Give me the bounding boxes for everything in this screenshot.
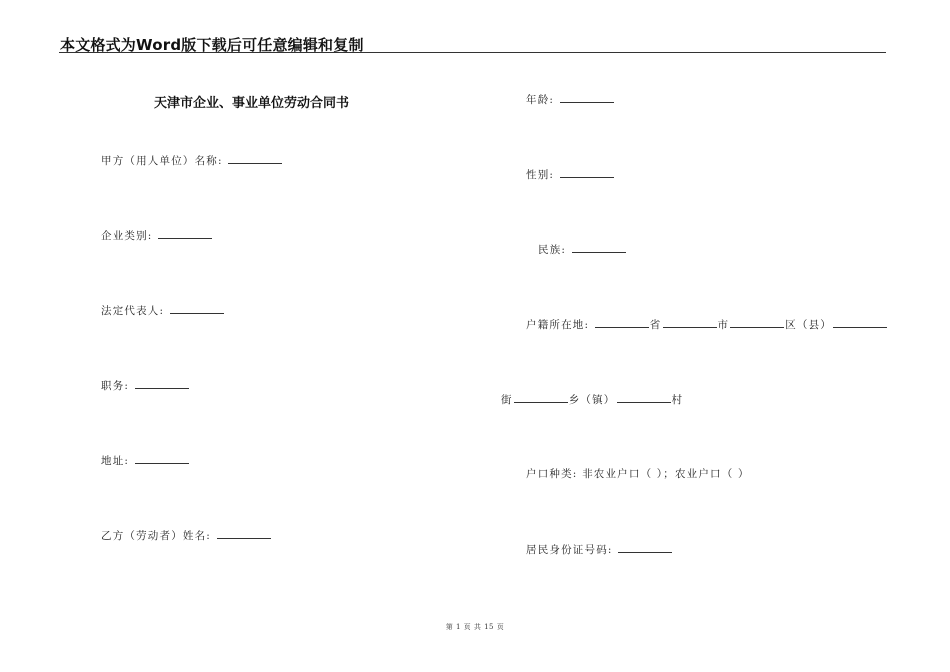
city-label: 市	[717, 319, 730, 331]
employee-name-label: 乙方（劳动者）姓名:	[101, 530, 212, 542]
enterprise-type-blank[interactable]	[158, 228, 212, 239]
age-field	[526, 92, 615, 107]
ethnicity-label: 民族:	[538, 244, 567, 256]
hukou-type-label: 户口种类: 非农业户口（ ）；农业户口（ ）	[526, 468, 750, 480]
ethnicity-blank[interactable]	[572, 242, 626, 253]
enterprise-type-field	[101, 228, 213, 243]
hukou-type-field	[526, 467, 750, 481]
address-field	[101, 453, 190, 468]
document-title: 天津市企业、事业单位劳动合同书	[154, 96, 350, 111]
township-blank[interactable]	[617, 392, 671, 403]
township-label: 乡（镇）	[568, 394, 616, 406]
district-blank[interactable]	[730, 317, 784, 328]
village-label: 村	[671, 394, 684, 406]
household-registry-field	[526, 317, 888, 332]
id-number-label: 居民身份证号码:	[526, 544, 613, 556]
page-number: 第 1 页 共 15 页	[445, 623, 505, 631]
age-blank[interactable]	[560, 92, 614, 103]
position-field	[101, 378, 190, 393]
id-number-blank[interactable]	[618, 542, 672, 553]
employer-name-field	[101, 153, 283, 168]
address-blank[interactable]	[135, 453, 189, 464]
district-label: 区（县）	[785, 319, 833, 331]
legal-representative-label: 法定代表人:	[101, 305, 165, 317]
header-divider	[59, 52, 886, 53]
age-label: 年龄:	[526, 94, 555, 106]
employer-name-label: 甲方（用人单位）名称:	[101, 155, 223, 167]
legal-representative-blank[interactable]	[170, 303, 224, 314]
employee-name-field	[101, 528, 272, 543]
id-number-field	[526, 542, 673, 557]
street-label: 街	[501, 394, 513, 406]
household-registry-label: 户籍所在地:	[526, 319, 590, 331]
gender-blank[interactable]	[560, 167, 614, 178]
province-blank[interactable]	[595, 317, 649, 328]
province-label: 省	[649, 319, 662, 331]
city-blank[interactable]	[663, 317, 717, 328]
gender-label: 性别:	[526, 169, 555, 181]
enterprise-type-label: 企业类别:	[101, 230, 153, 242]
street-line-field	[501, 392, 683, 407]
employee-name-blank[interactable]	[217, 528, 271, 539]
employer-name-blank[interactable]	[228, 153, 282, 164]
district-extra-blank[interactable]	[833, 317, 887, 328]
gender-field	[526, 167, 615, 182]
legal-representative-field	[101, 303, 225, 318]
position-label: 职务:	[101, 380, 130, 392]
street-blank[interactable]	[514, 392, 568, 403]
ethnicity-field	[538, 242, 627, 257]
position-blank[interactable]	[135, 378, 189, 389]
address-label: 地址:	[101, 455, 130, 467]
header-title: 本文格式为Word版下载后可任意编辑和复制	[60, 36, 364, 54]
